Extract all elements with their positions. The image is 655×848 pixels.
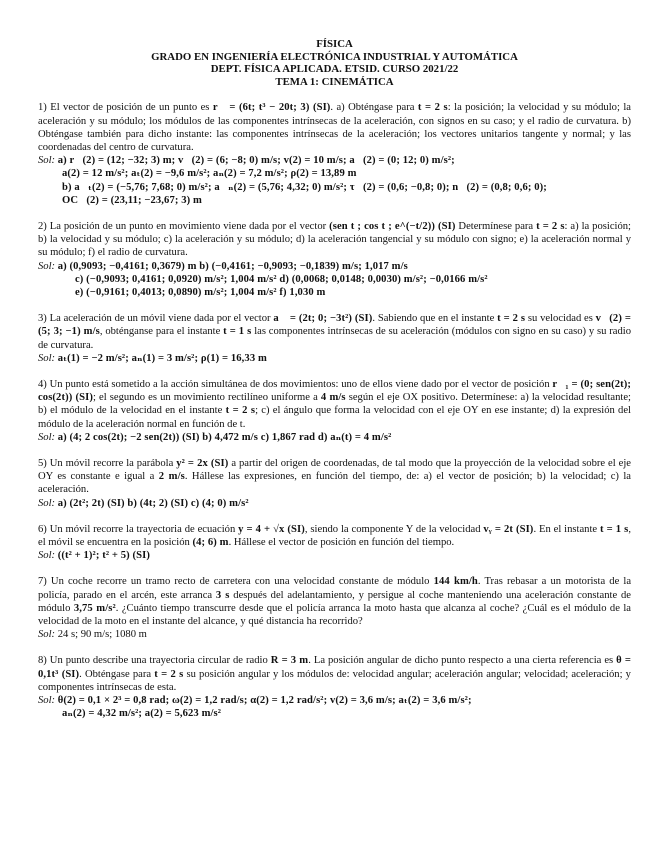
problem-4 — [38, 378, 631, 444]
solution-line: 24 s; 90 m/s; 1080 m — [57, 629, 147, 641]
math: t = 1 s — [223, 326, 252, 338]
text: . Obténgase para — [79, 668, 155, 680]
solution-line: c) (−0,9093; 0,4161; 0,0920) m/s²; 1,004 m/s² d) (0,0068; 0,0148; 0,0030) m/s²; −0,0166 m/s² — [75, 273, 488, 285]
problem-1-solution — [38, 154, 631, 207]
header-degree: GRADO EN INGENIERÍA ELECTRÓNICA INDUSTRIAL Y AUTOMÁTICA — [151, 50, 518, 63]
solution-line: aₙ(2) = 4,32 m/s²; a(2) = 5,623 m/s² — [62, 708, 222, 720]
header-department: DEPT. FÍSICA APLICADA. ETSID. CURSO 2021/22 — [210, 63, 459, 76]
math: 3 s — [215, 589, 230, 601]
math: θ = 0,1t³ (SI) — [38, 655, 631, 680]
math: t = 2 s — [536, 221, 565, 232]
text: ; el segundo es un movimiento rectilíneo uniforme a — [93, 392, 321, 404]
solution-label: Sol: — [38, 155, 56, 167]
text: . Hállese el vector de posición en función del tiempo. — [228, 537, 455, 549]
problem-6 — [38, 523, 631, 563]
math: t = 2 s — [497, 313, 526, 325]
text: su velocidad es — [525, 313, 596, 325]
problem-8 — [38, 654, 631, 720]
problem-7-statement — [38, 575, 631, 628]
text: 7) Un coche recorre un tramo recto de carretera con una velocidad constante de módulo — [38, 576, 434, 588]
text: 4) Un punto está sometido a la acción simultánea de dos movimientos: uno de ellos viene dado por el vector de posición — [38, 379, 553, 391]
text: 6) Un móvil recorre la trayectoria de ecuación — [38, 523, 239, 535]
math: v⃗(2) = (5; 3; −1) m/s — [38, 313, 631, 338]
solution-line: b) a⃗ₜ(2) = (−5,76; 7,68; 0) m/s²; a⃗ₙ(2) = (5,76; 4,32; 0) m/s²; τ⃗(2) = (0,6; −0,8; 0); n⃗(2) = (0,8; 0,6; 0); — [62, 181, 547, 193]
text: . En el instante — [533, 523, 600, 535]
solution-line: θ(2) = 0,1 × 2³ = 0,8 rad; ω(2) = 1,2 rad/s; α(2) = 1,2 rad/s²; v(2) = 3,6 m/s; aₜ(2) = 3,6 m/s²; — [57, 695, 472, 707]
math: vᵧ = 2t (SI) — [483, 523, 534, 535]
solution-line: OC⃗(2) = (23,11; −23,67; 3) m — [62, 194, 202, 206]
text: . a) Obténgase para — [330, 102, 418, 114]
solution-line: e) (−0,9161; 0,4013; 0,0890) m/s²; 1,004 m/s² f) 1,030 m — [75, 287, 326, 299]
math: t = 1 s — [599, 523, 629, 535]
problem-3-statement — [38, 312, 631, 352]
solution-label: Sol: — [38, 629, 56, 641]
solution-line: aₜ(1) = −2 m/s²; aₙ(1) = 3 m/s²; ρ(1) = 16,33 m — [57, 352, 267, 364]
problem-4-statement — [38, 378, 631, 431]
math: y = 4 + √x (SI) — [238, 523, 305, 535]
solution-label: Sol: — [38, 497, 56, 509]
solution-line: a) (4; 2 cos(2t); −2 sen(2t)) (SI) b) 4,472 m/s c) 1,867 rad d) aₙ(t) = 4 m/s² — [57, 431, 392, 443]
solution-label: Sol: — [38, 431, 56, 443]
math: t = 2 s — [417, 102, 448, 114]
math: y² = 2x (SI) — [176, 458, 229, 470]
math: 3,75 m/s² — [73, 602, 116, 614]
problem-8-solution — [38, 694, 631, 720]
text: 5) Un móvil recorre la parábola — [38, 458, 177, 470]
text: 3) La aceleración de un móvil viene dada por el vector — [38, 313, 274, 325]
text: . Tras rebasar a un motorista de la policía, parado en el arcén, este arranca — [38, 576, 632, 601]
problem-1 — [38, 101, 631, 207]
text: , siendo la componente Y de la velocidad — [304, 523, 484, 535]
text: : la posición; la velocidad y su módulo; la aceleración y su módulo; los módulos de las componentes intrínsecas de la aceleración, con signos en su caso; y el radio de curvatura. b) Obténgase también para dicho instante: las componentes intrínsecas de la aceleración; los vectores unitarios tangente y normal; y las coordenadas del centro de curvatura. — [38, 102, 631, 153]
problem-6-solution — [38, 549, 631, 562]
problem-1-statement — [38, 101, 631, 154]
problem-4-solution — [38, 431, 631, 444]
text: , obténganse para el instante — [99, 326, 224, 338]
math: 2 m/s — [158, 471, 185, 483]
header-subject: FÍSICA — [316, 38, 353, 50]
math: t = 2 s — [225, 405, 256, 417]
math: r⃗₁ = (0; sen(2t); cos(2t)) (SI) — [38, 379, 631, 404]
solution-label: Sol: — [38, 352, 56, 364]
math: (sen t ; cos t ; e^(−t/2)) (SI) — [329, 221, 456, 232]
text: las componentes intrínsecas de su aceleración (módulos con signo en su caso) y su radio de curvatura. — [38, 326, 632, 351]
text: . Hállese las expresiones, en función del tiempo, de: a) el vector de posición; b) la velocidad; c) la aceleración. — [38, 471, 632, 496]
text: 8) Un punto describe una trayectoria circular de radio — [38, 655, 271, 667]
math: a⃗ = (2t; 0; −3t²) (SI) — [273, 313, 373, 325]
solution-label: Sol: — [38, 695, 56, 707]
problem-3 — [38, 312, 631, 365]
text: . ¿Cuánto tiempo transcurre desde que el policía arranca la moto hasta que alcanza al coche? ¿Cuál es el módulo de la velocidad de la moto en el instante del alcance, y qué distancia ha recorrido? — [38, 602, 631, 628]
solution-label: Sol: — [38, 550, 56, 562]
solution-line: a(2) = 12 m/s²; aₜ(2) = −9,6 m/s²; aₙ(2) = 7,2 m/s²; ρ(2) = 13,89 m — [62, 168, 357, 180]
text: su posición angular y los módulos de: velocidad angular; aceleración angular; velocidad; aceleración; y componentes intrínsecas de esta. — [38, 668, 631, 693]
text: a partir del origen de coordenadas, de tal modo que la proyección de la velocidad sobre el eje OY es constante e igual a — [38, 458, 631, 483]
problem-5 — [38, 457, 631, 510]
text: . Sabiendo que en el instante — [372, 313, 498, 325]
problem-8-statement — [38, 654, 631, 694]
math: r⃗ = (6t; t³ − 20t; 3) (SI) — [212, 102, 331, 114]
text: según el eje OX positivo. Determínese: a) la velocidad resultante; b) el módulo de la velocidad en el instante — [38, 392, 631, 417]
solution-line: ((t² + 1)²; t² + 5) (SI) — [57, 550, 150, 562]
problem-6-statement — [38, 523, 631, 549]
problem-5-solution — [38, 497, 631, 510]
problem-2-statement — [38, 220, 631, 260]
text: : a) la posición; b) la velocidad y su módulo; c) la aceleración y su módulo; d) la aceleración tangencial y su módulo con signo; e) la aceleración normal y su módulo; f) el radio de curvatura. — [38, 221, 631, 259]
text: , el móvil se encuentra en la posición — [38, 523, 631, 549]
problem-3-solution — [38, 352, 631, 365]
math: R = 3 m — [270, 655, 309, 667]
header-topic: TEMA 1: CINEMÁTICA — [275, 75, 394, 88]
text: 2) La posición de un punto en movimiento viene dada por el vector — [38, 221, 330, 232]
problem-2 — [38, 220, 631, 299]
document-header — [38, 38, 631, 88]
solution-label: Sol: — [38, 260, 56, 272]
text: Determínese para — [455, 221, 537, 232]
math: t = 2 s — [154, 668, 184, 680]
solution-line: a) r⃗(2) = (12; −32; 3) m; v⃗(2) = (6; −8; 0) m/s; v(2) = 10 m/s; a⃗(2) = (0; 12; 0) m/s²; — [57, 155, 455, 167]
solution-line: a) (2t²; 2t) (SI) b) (4t; 2) (SI) c) (4; 0) m/s² — [57, 497, 249, 509]
math: 144 km/h — [433, 576, 478, 588]
problem-5-statement — [38, 457, 631, 497]
text: 1) El vector de posición de un punto es — [38, 102, 213, 114]
text: . La posición angular de dicho punto respecto a una cierta referencia es — [308, 655, 617, 667]
text: ; c) el ángulo que forma la velocidad con el eje OY en ese instante; d) la expresión del módulo de la aceleración normal en función de t. — [38, 405, 631, 430]
problem-7 — [38, 575, 631, 641]
text: después del adelantamiento, y persigue al coche manteniendo una aceleración constante de módulo — [38, 589, 631, 614]
math: 4 m/s — [320, 392, 346, 404]
problem-2-solution — [38, 260, 631, 300]
solution-line: a) (0,9093; −0,4161; 0,3679) m b) (−0,4161; −0,9093; −0,1839) m/s; 1,017 m/s — [57, 260, 408, 272]
problem-7-solution — [38, 628, 631, 641]
math: (4; 6) m — [192, 537, 229, 549]
